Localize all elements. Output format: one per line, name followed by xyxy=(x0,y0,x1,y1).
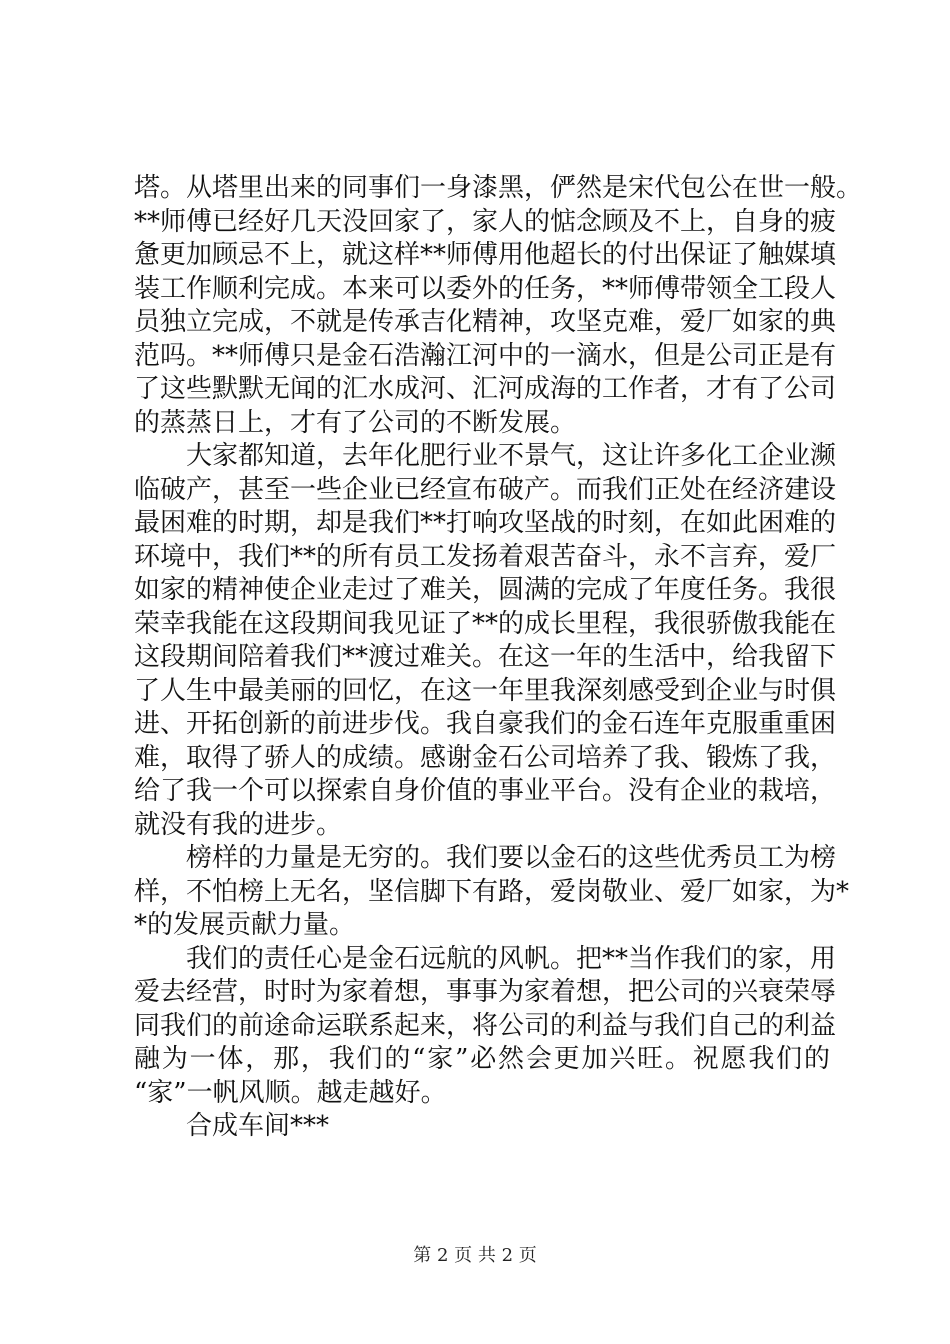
text-line: 爱去经营，时时为家着想，事事为家着想，把公司的兴衰荣辱 xyxy=(134,977,837,1007)
text-line: 融为一体，那，我们的“家”必然会更加兴旺。祝愿我们的 xyxy=(134,1044,830,1074)
text-line: 临破产，甚至一些企业已经宣布破产。而我们正处在经济建设 xyxy=(134,474,837,505)
text-line: 我们的责任心是金石远航的风帆。把**当作我们的家，用 xyxy=(134,943,837,974)
page-footer: 第 2 页 共 2 页 xyxy=(413,1245,537,1266)
text-line: 了这些默默无闻的汇水成河、汇河成海的工作者，才有了公司 xyxy=(134,374,837,404)
text-line: **师傅已经好几天没回家了，家人的惦念顾及不上，自身的疲 xyxy=(134,206,837,237)
text-line: 惫更加顾忌不上，就这样**师傅用他超长的付出保证了触媒填 xyxy=(134,240,837,270)
text-line: 塔。从塔里出来的同事们一身漆黑，俨然是宋代包公在世一般。 xyxy=(134,173,863,203)
text-line: 同我们的前途命运联系起来，将公司的利益与我们自己的利益 xyxy=(134,1010,837,1041)
text-line: 范吗。**师傅只是金石浩瀚江河中的一滴水，但是公司正是有 xyxy=(134,340,837,371)
text-line: 的蒸蒸日上，才有了公司的不断发展。 xyxy=(134,407,577,438)
text-line: 荣幸我能在这段期间我见证了**的成长里程，我很骄傲我能在 xyxy=(134,608,837,639)
text-line: 装工作顺利完成。本来可以委外的任务，**师傅带领全工段人 xyxy=(134,273,837,304)
text-line: 给了我一个可以探索自身价值的事业平台。没有企业的栽培， xyxy=(134,776,837,806)
text-line: 最困难的时期，却是我们**打响攻坚战的时刻，在如此困难的 xyxy=(134,508,837,538)
text-line: 样，不怕榜上无名，坚信脚下有路，爱岗敬业、爱厂如家，为* xyxy=(134,876,850,907)
text-line: 如家的精神使企业走过了难关，圆满的完成了年度任务。我很 xyxy=(134,575,837,605)
text-line: 就没有我的进步。 xyxy=(134,809,343,840)
text-line: 合成车间*** xyxy=(134,1111,330,1141)
text-line: “家”一帆风顺。越走越好。 xyxy=(134,1077,447,1108)
text-line: 大家都知道，去年化肥行业不景气，这让许多化工企业濒 xyxy=(134,441,837,471)
document-body xyxy=(134,172,863,1144)
text-line: 了人生中最美丽的回忆，在这一年里我深刻感受到企业与时俱 xyxy=(134,675,837,706)
text-line: 进、开拓创新的前进步伐。我自豪我们的金石连年克服重重困 xyxy=(134,709,837,739)
text-line: 员独立完成，不就是传承吉化精神，攻坚克难，爱厂如家的典 xyxy=(134,307,837,337)
text-line: 榜样的力量是无穷的。我们要以金石的这些优秀员工为榜 xyxy=(134,843,837,873)
text-line: *的发展贡献力量。 xyxy=(134,910,356,940)
text-line: 难，取得了骄人的成绩。感谢金石公司培养了我、锻炼了我， xyxy=(134,742,837,773)
text-line: 环境中，我们**的所有员工发扬着艰苦奋斗，永不言弃，爱厂 xyxy=(134,541,837,572)
text-line: 这段期间陪着我们**渡过难关。在这一年的生活中，给我留下 xyxy=(134,642,837,672)
